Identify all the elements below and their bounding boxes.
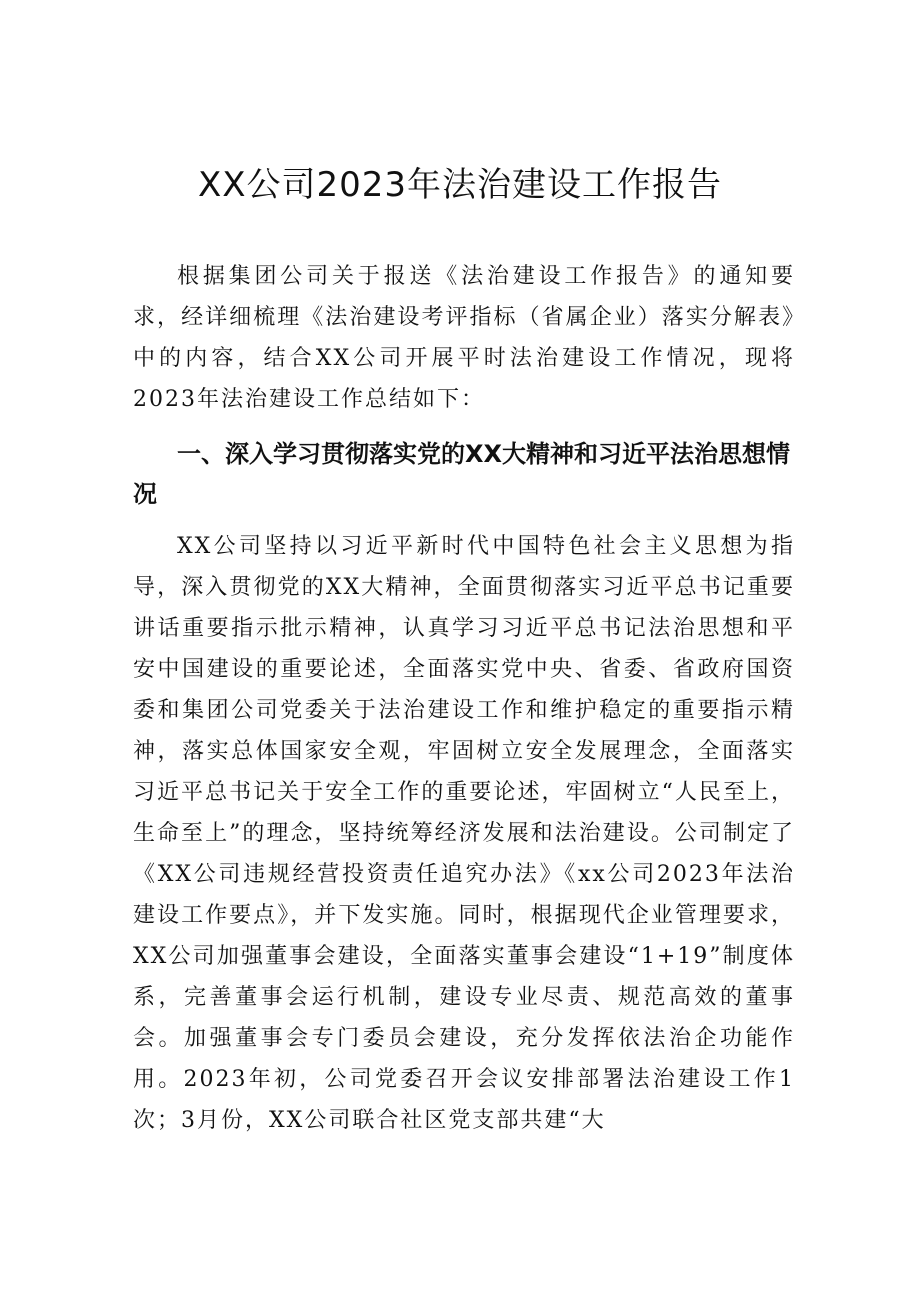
section-body-paragraph: XX公司坚持以习近平新时代中国特色社会主义思想为指导，深入贯彻党的XX大精神，全面贯彻落实习近平总书记重要讲话重要指示批示精神，认真学习习近平总书记法治思想和平安中国建设的重要论述，全面落实党中央、省委、省政府国资委和集团公司党委关于法治建设工作和维护稳定的重要指示精神，落实总体国家安全观，牢固树立安全发展理念，全面落实习近平总书记关于安全工作的重要论述，牢固树立“人民至上，生命至上”的理念，坚持统筹经济发展和法治建设。公司制定了《XX公司违规经营投资责任追究办法》《xx公司2023年法治建设工作要点》，并下发实施。同时，根据现代企业管理要求，XX公司加强董事会建设，全面落实董事会建设“1+19”制度体系，完善董事会运行机制，建设专业尽责、规范高效的董事会。加强董事会专门委员会建设，充分发挥依法治企功能作用。2023年初，公司党委召开会议安排部署法治建设工作1次；3月份，XX公司联合社区党支部共建“大 <box>133 534 795 1133</box>
intro-paragraph: 根据集团公司关于报送《法治建设工作报告》的通知要求，经详细梳理《法治建设考评指标（省属企业）落实分解表》中的内容，结合XX公司开展平时法治建设工作情况，现将2023年法治建设工作总结如下： <box>133 264 795 412</box>
document-title: XX公司2023年法治建设工作报告 <box>197 165 723 205</box>
section-heading: 一、深入学习贯彻落实党的XX大精神和习近平法治思想情况 <box>133 440 791 508</box>
